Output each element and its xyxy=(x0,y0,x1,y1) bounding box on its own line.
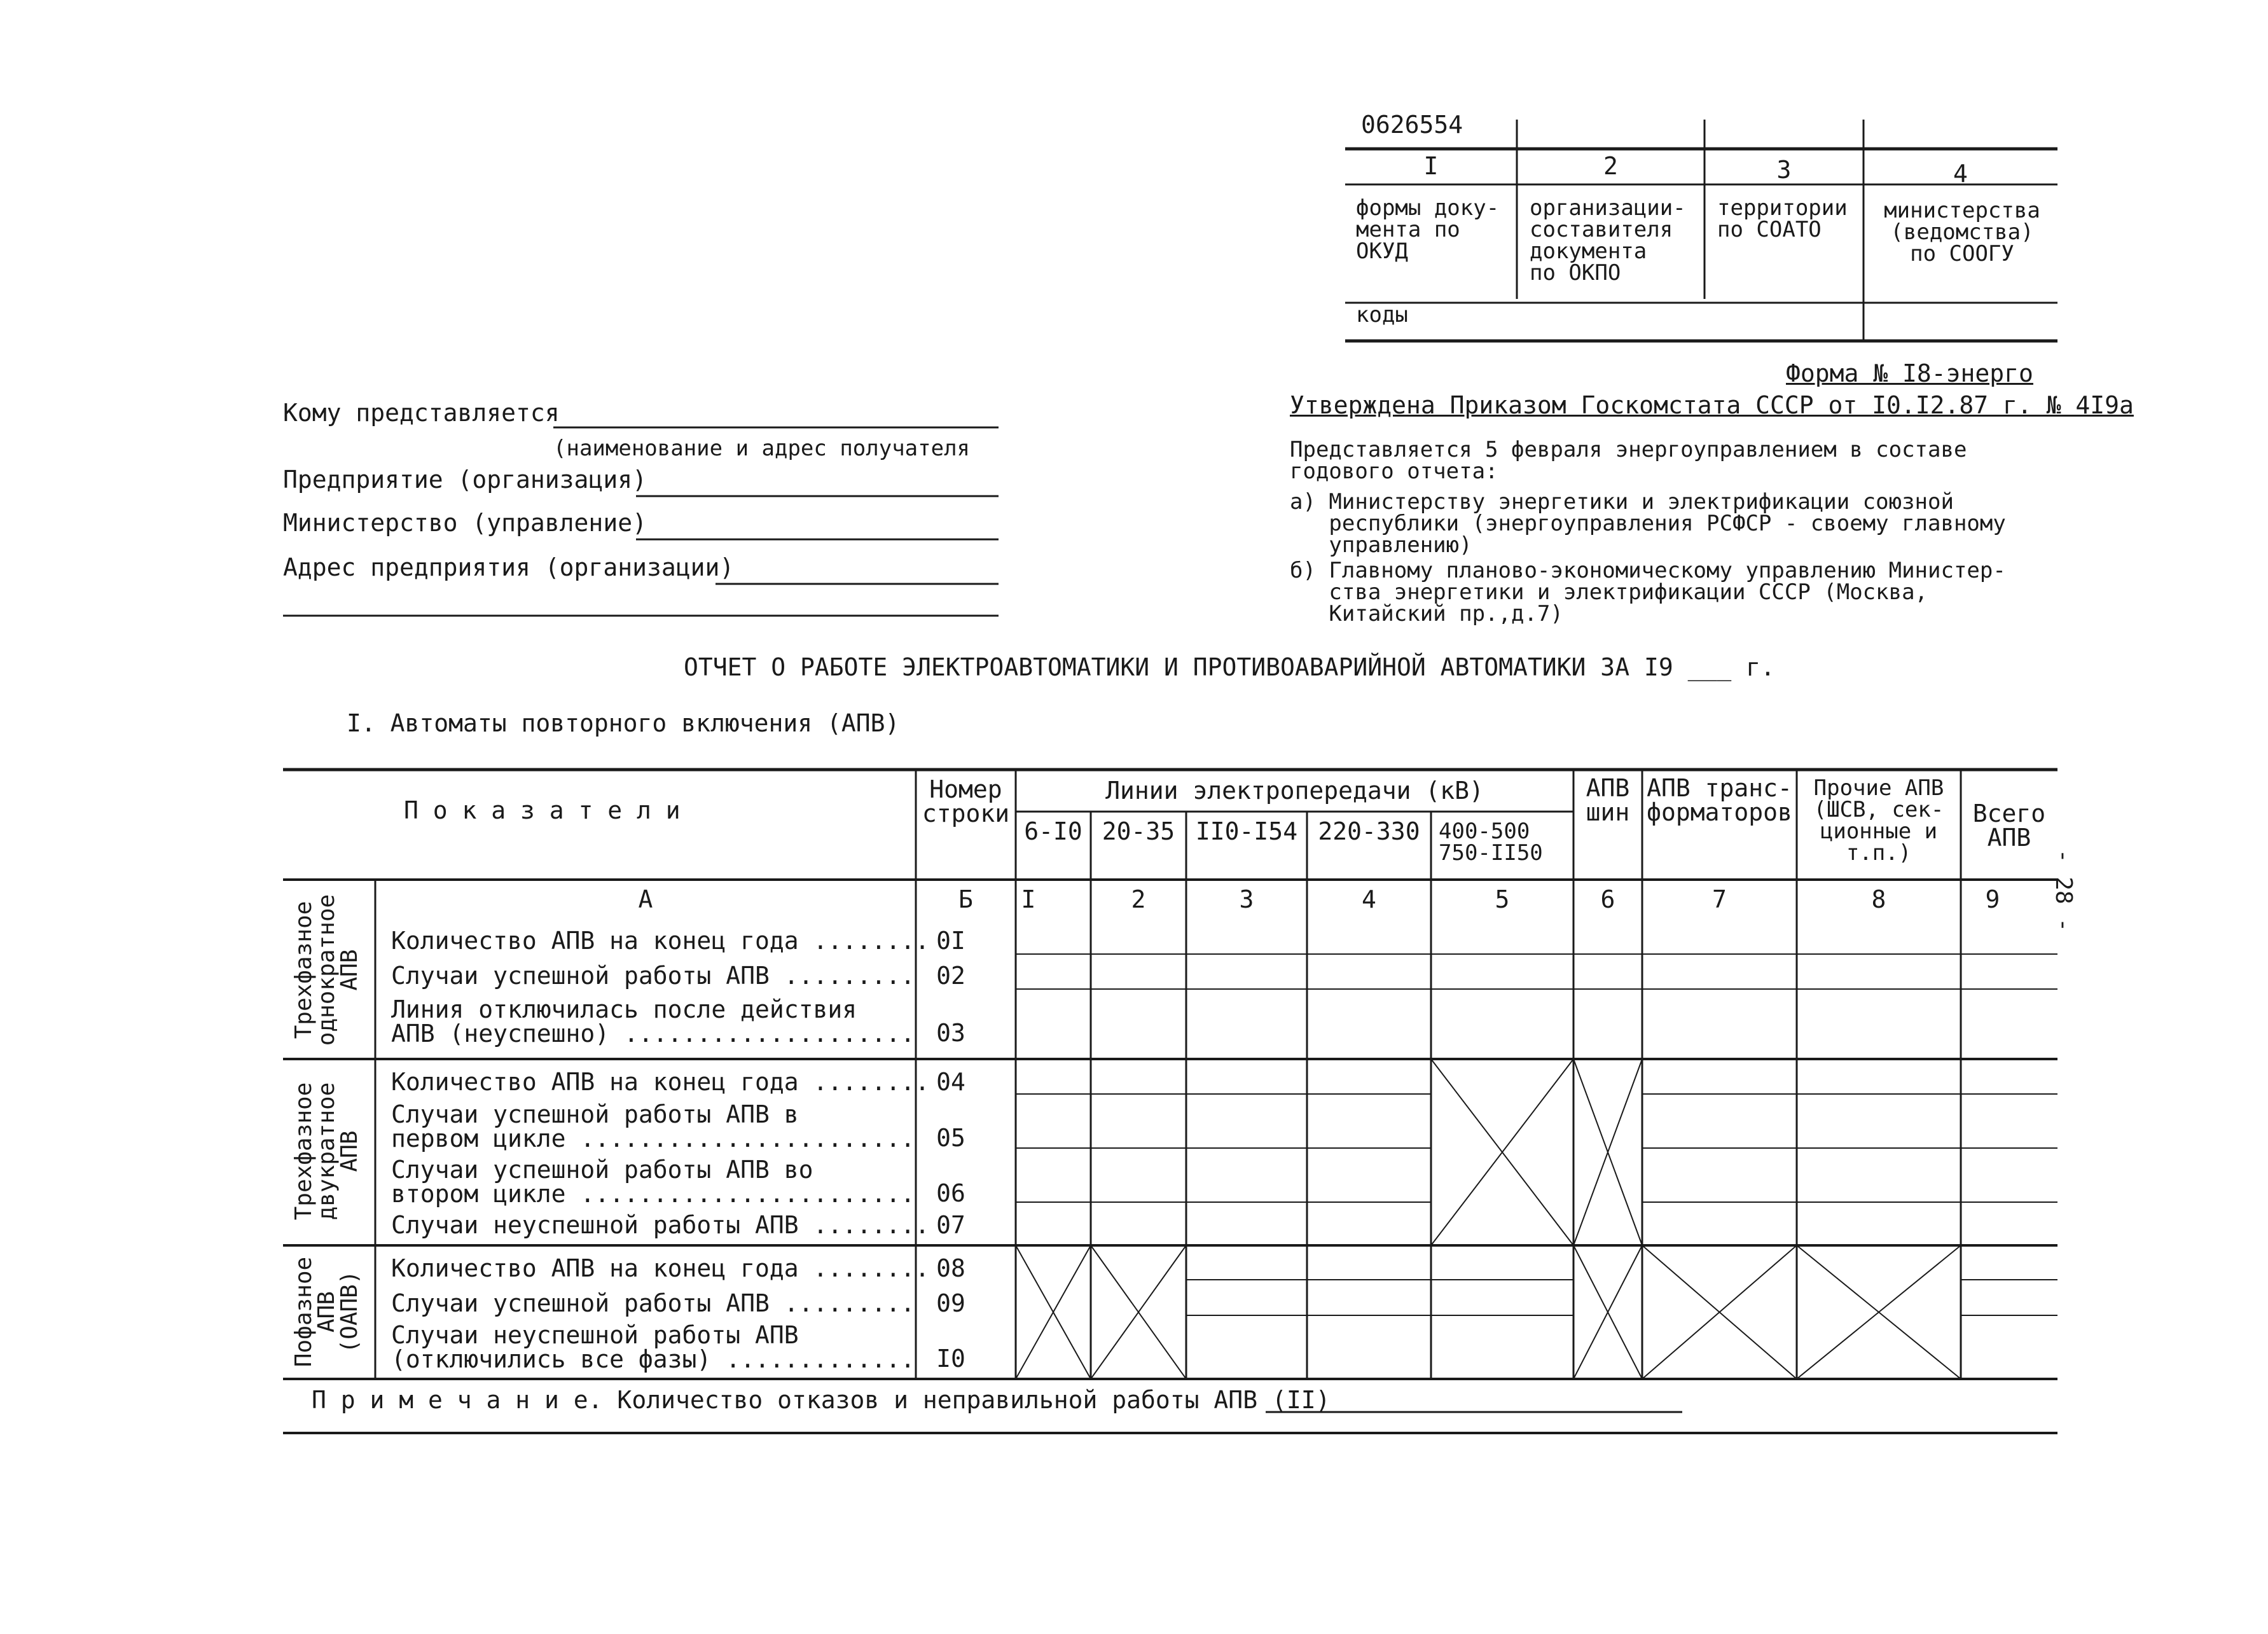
col-number-4: 4 xyxy=(1362,885,1376,913)
row-text-01: Количество АПВ на конец года ........ xyxy=(391,927,930,955)
header-voltage-400-1150: 400-500 750-II50 xyxy=(1439,819,1543,866)
form-code: 0626554 xyxy=(1361,111,1463,139)
header-voltage-110-154: II0-I54 xyxy=(1195,817,1298,845)
row-text-02: Случаи успешной работы АПВ ......... xyxy=(391,962,915,990)
row-text-03: Линия отключилась после действия АПВ (неуспешно) .................... xyxy=(391,995,915,1048)
row-no-07: 07 xyxy=(936,1211,965,1239)
codes-col-number-3: 3 xyxy=(1776,156,1792,184)
codes-col-number-1: I xyxy=(1423,152,1439,180)
header-power-lines: Линии электропередачи (кВ) xyxy=(1105,777,1484,805)
row-text-08: Количество АПВ на конец года ........ xyxy=(391,1254,930,1282)
group-label-three-phase-single: Трехфазное однократное АПВ xyxy=(291,894,363,1046)
header-apv-bus: АПВ шин xyxy=(1586,774,1630,826)
row-no-10: I0 xyxy=(936,1345,965,1373)
form-number: Форма № I8-энерго xyxy=(1786,359,2033,387)
enterprise-label: Предприятие (организация) xyxy=(283,466,647,494)
group-label-phase-wise: Пофазное АПВ (ОАПВ) xyxy=(291,1256,363,1367)
header-other-apv: Прочие АПВ (ШСВ, сек- ционные и т.п.) xyxy=(1813,775,1944,866)
address-label: Адрес предприятия (организации) xyxy=(283,553,735,581)
codes-col-number-2: 2 xyxy=(1603,152,1618,180)
codes-label: коды xyxy=(1356,302,1408,328)
col-number-9: 9 xyxy=(1985,885,2000,913)
ministry-label: Министерство (управление) xyxy=(283,509,647,537)
codes-col-label-okud: формы доку- мента по ОКУД xyxy=(1356,195,1500,264)
row-text-06: Случаи успешной работы АПВ во втором цикле ....................... xyxy=(391,1156,915,1208)
col-number-6: 6 xyxy=(1600,885,1615,913)
codes-col-label-okpo: организации- составителя документа по ОКПО xyxy=(1530,195,1686,286)
row-no-09: 09 xyxy=(936,1289,965,1317)
group-label-three-phase-double: Трехфазное двукратное АПВ xyxy=(291,1082,363,1221)
section-title: I. Автоматы повторного включения (АПВ) xyxy=(347,709,900,737)
row-text-07: Случаи неуспешной работы АПВ ........ xyxy=(391,1211,930,1239)
row-no-08: 08 xyxy=(936,1254,965,1282)
header-voltage-6-10: 6-I0 xyxy=(1024,817,1082,845)
row-text-09: Случаи успешной работы АПВ ......... xyxy=(391,1289,915,1317)
col-number-1: I xyxy=(1021,885,1036,913)
codes-col-label-soogu: министерства (ведомства) по СООГУ xyxy=(1884,198,2040,267)
report-title: ОТЧЕТ О РАБОТЕ ЭЛЕКТРОАВТОМАТИКИ И ПРОТИВОАВАРИЙНОЙ АВТОМАТИКИ ЗА I9 ___ г. xyxy=(684,653,1775,681)
col-number-7: 7 xyxy=(1712,885,1727,913)
codes-col-label-soato: территории по СОАТО xyxy=(1717,195,1848,242)
row-no-02: 02 xyxy=(936,962,965,990)
note: П р и м е ч а н и е. Количество отказов и неправильной работы АПВ (II) xyxy=(312,1386,1331,1414)
col-number-3: 3 xyxy=(1239,885,1254,913)
submission-item-b: б) Главному планово-экономическому управлению Министер- ства энергетики и электрификации СССР (Москва, Китайский пр.,д.7) xyxy=(1290,558,2006,627)
submission-intro: Представляется 5 февраля энергоуправлением в составе годового отчета: xyxy=(1290,437,1967,484)
row-no-01: 0I xyxy=(936,927,965,955)
header-indicators: П о к а з а т е л и xyxy=(404,796,681,824)
approval-line: Утверждена Приказом Госкомстата СССР от I0.I2.87 г. № 4I9a xyxy=(1290,391,2134,419)
page-number: - 28 - xyxy=(2050,848,2077,932)
row-no-06: 06 xyxy=(936,1179,965,1207)
col-letter-a: А xyxy=(638,885,653,913)
col-letter-b: Б xyxy=(958,885,973,913)
codes-col-number-4: 4 xyxy=(1953,160,1968,188)
row-text-04: Количество АПВ на конец года ........ xyxy=(391,1068,930,1096)
header-total-apv: Всего АПВ xyxy=(1972,800,2046,852)
header-row-number: Номер строки xyxy=(922,775,1010,827)
row-no-03: 03 xyxy=(936,1019,965,1047)
header-voltage-20-35: 20-35 xyxy=(1102,817,1175,845)
submission-item-a: а) Министерству энергетики и электрификации союзной республики (энергоуправления РСФСР - своему главному управлению) xyxy=(1290,489,2006,558)
col-number-2: 2 xyxy=(1131,885,1146,913)
row-no-05: 05 xyxy=(936,1124,965,1152)
header-voltage-220-330: 220-330 xyxy=(1318,817,1420,845)
col-number-5: 5 xyxy=(1495,885,1510,913)
header-apv-transformers: АПВ транс- форматоров xyxy=(1647,774,1792,826)
to-whom-hint: (наименование и адрес получателя xyxy=(553,436,971,461)
row-text-10: Случаи неуспешной работы АПВ (отключились все фазы) ............. xyxy=(391,1321,915,1373)
row-text-05: Случаи успешной работы АПВ в первом цикле ....................... xyxy=(391,1100,915,1153)
to-whom-label: Кому представляется xyxy=(283,399,560,427)
row-no-04: 04 xyxy=(936,1068,965,1096)
col-number-8: 8 xyxy=(1871,885,1886,913)
